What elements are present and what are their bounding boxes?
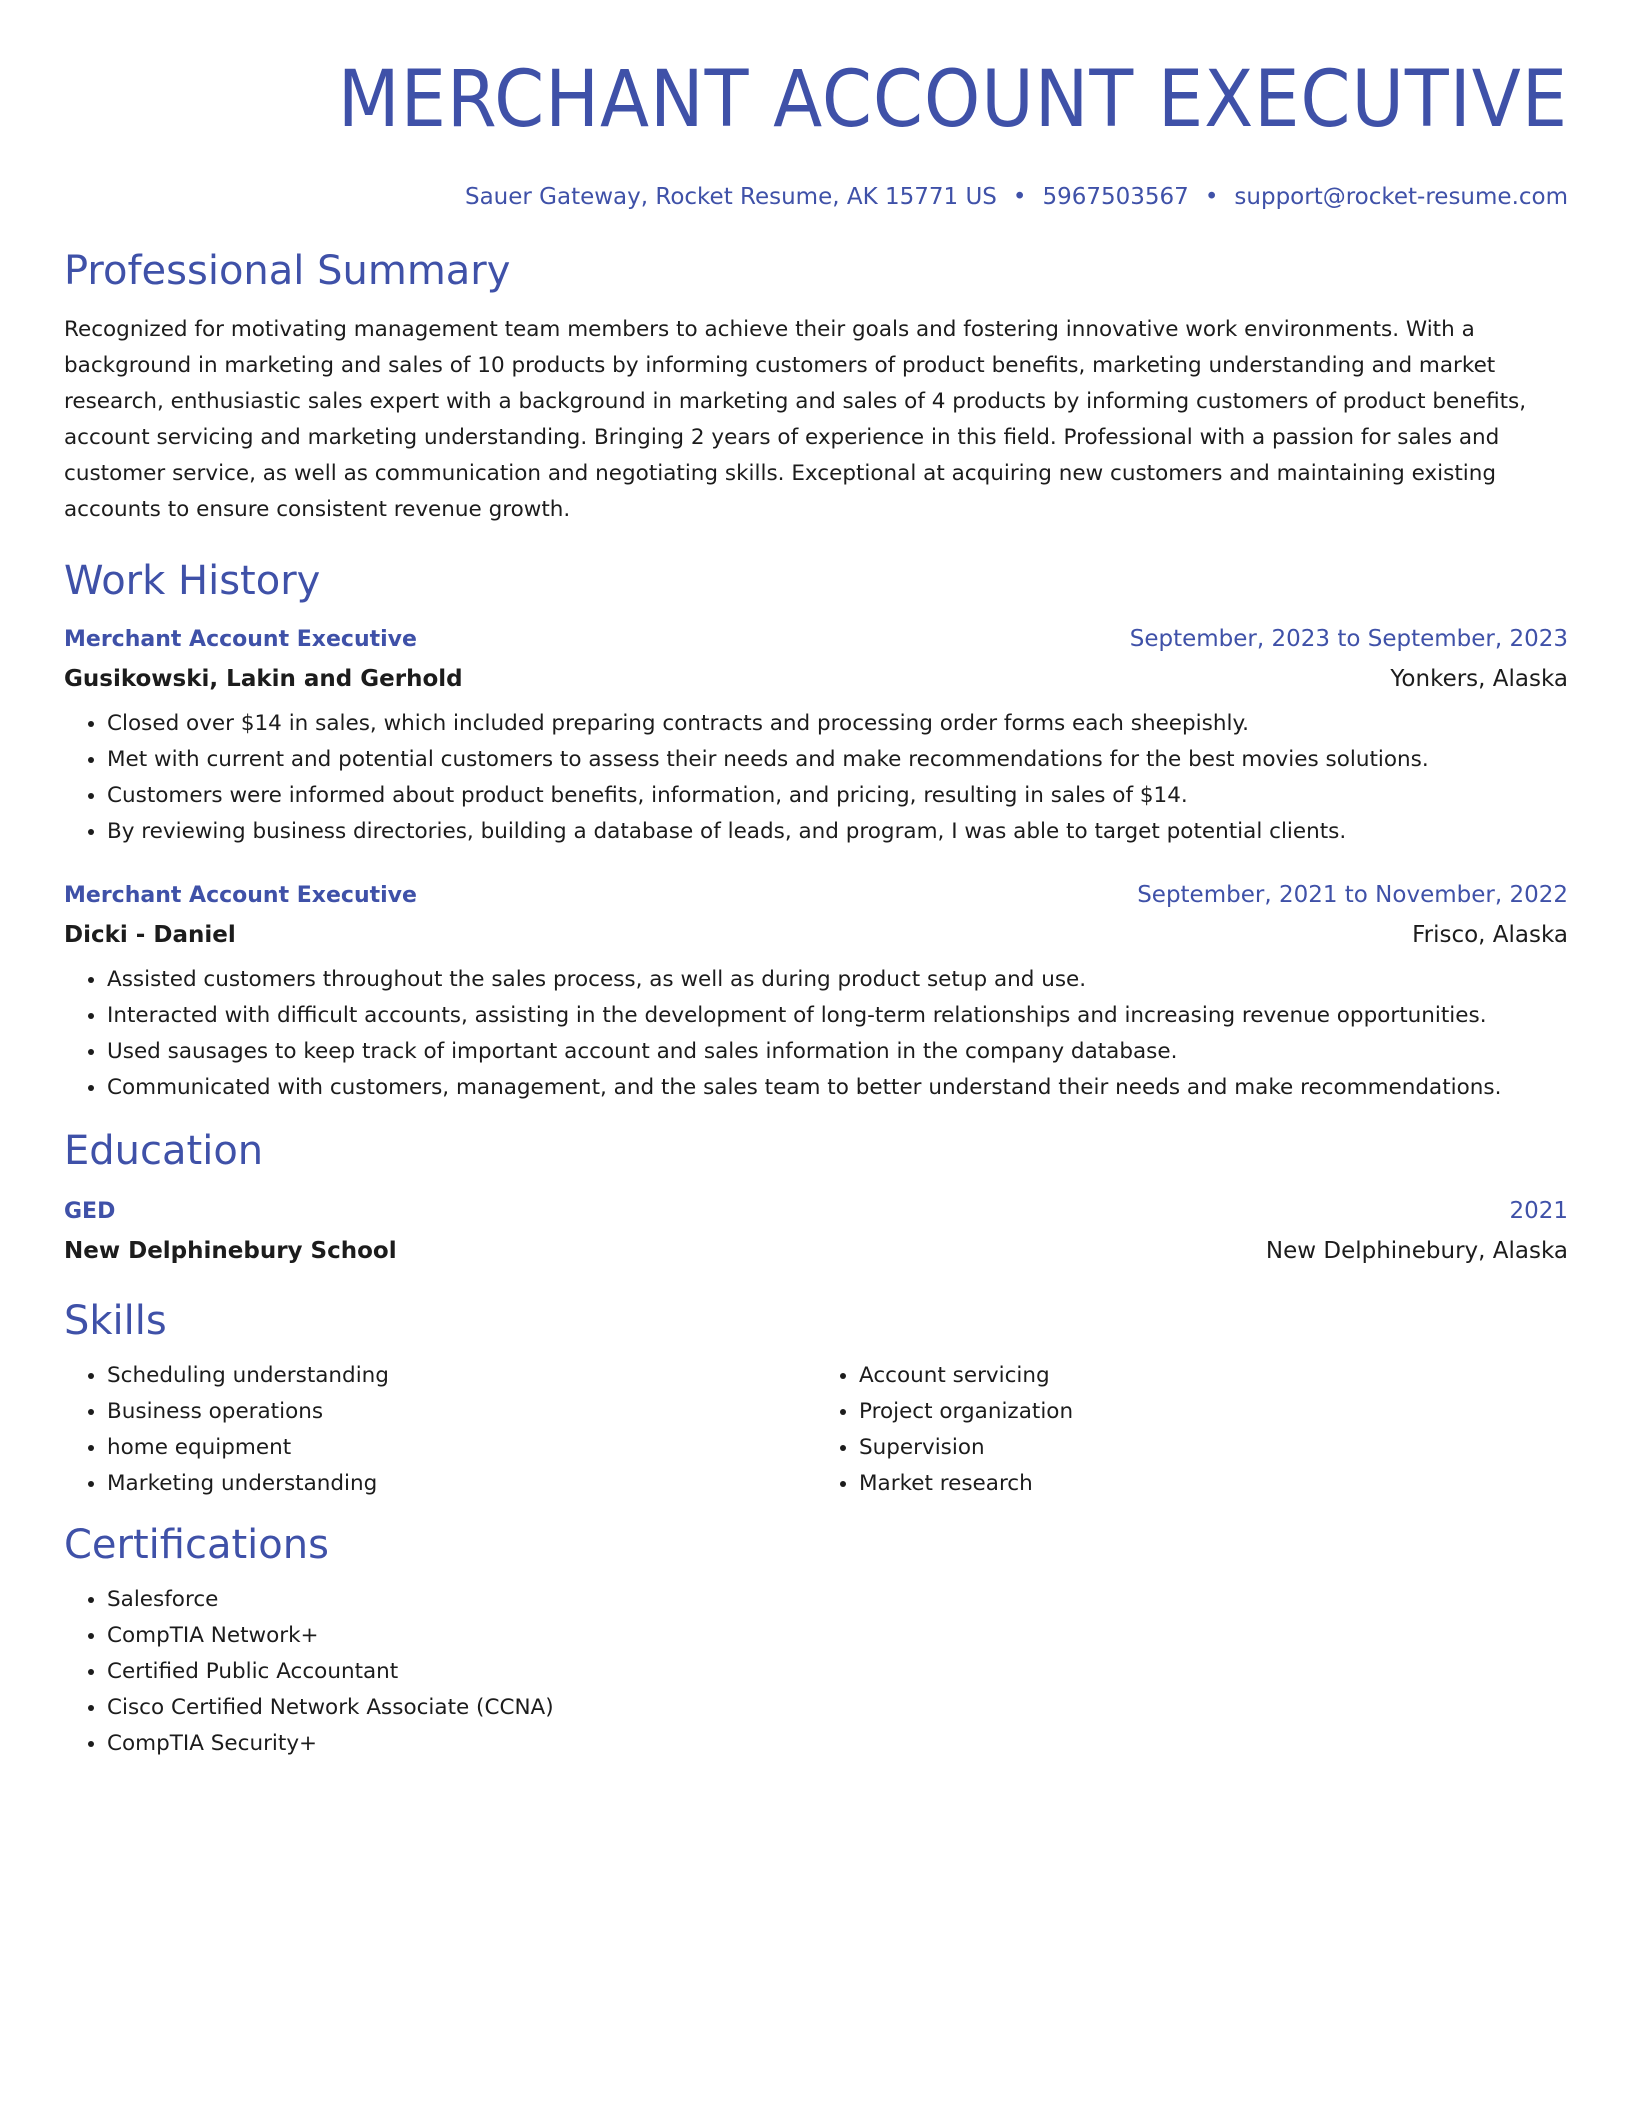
education-school-row xyxy=(64,1227,1568,1266)
job-location: Yonkers, Alaska xyxy=(1390,666,1568,692)
job-bullets xyxy=(64,706,1568,850)
work-entry-company-row xyxy=(64,655,1568,694)
section-title-skills: Skills xyxy=(64,1298,167,1344)
job-company: Gusikowski, Lakin and Gerhold xyxy=(64,666,463,692)
job-bullets xyxy=(64,962,1568,1106)
summary-text: Recognized for motivating management team members to achieve their goals and fostering innovative work environments. With a background in marketing and sales of 10 products by informing customers of product benefits, marketing understanding and market research, enthusiastic sales expert with a background in marketing and sales of 4 products by informing customers of product benefits, account servicing and marketing understanding. Bringing 2 years of experience in this field. Professional with a passion for sales and customer service, as well as communication and negotiating skills. Exceptional at acquiring new customers and maintaining existing accounts to ensure consistent revenue growth. xyxy=(64,317,1527,522)
skill-item: • Marketing understanding xyxy=(107,1466,816,1502)
job-bullet: • Met with current and potential customers to assess their needs and make recommendations for the best movies solutions. xyxy=(107,742,1568,778)
skill-item: • Supervision xyxy=(859,1430,1568,1466)
job-bullet: • By reviewing business directories, building a database of leads, and program, I was able to target potential clients. xyxy=(107,814,1568,850)
work-entry-company-row xyxy=(64,911,1568,950)
certification-item: • CompTIA Network+ xyxy=(107,1618,1568,1654)
job-dates: September, 2021 to November, 2022 xyxy=(1137,882,1568,908)
certification-item: • Certified Public Accountant xyxy=(107,1654,1568,1690)
job-role: Merchant Account Executive xyxy=(64,883,417,908)
section-title-education: Education xyxy=(64,1128,264,1174)
job-company: Dicki - Daniel xyxy=(64,922,236,948)
contact-email: support@rocket-resume.com xyxy=(1234,184,1568,210)
skill-item: • Business operations xyxy=(107,1394,816,1430)
job-bullet: • Interacted with difficult accounts, assisting in the development of long-term relationships and increasing revenue opportunities. xyxy=(107,998,1568,1034)
education-header xyxy=(64,1196,1568,1227)
work-entry-header xyxy=(64,880,1568,911)
job-dates: September, 2023 to September, 2023 xyxy=(1129,626,1568,652)
education-entry xyxy=(64,1196,1568,1266)
skill-item: • Project organization xyxy=(859,1394,1568,1430)
job-location: Frisco, Alaska xyxy=(1412,922,1568,948)
skills-column-left xyxy=(64,1358,816,1502)
contact-phone: 5967503567 xyxy=(1042,184,1189,210)
skills-list xyxy=(64,1358,816,1502)
certification-item: • CompTIA Security+ xyxy=(107,1726,1568,1762)
skill-item: • Scheduling understanding xyxy=(107,1358,816,1394)
contact-separator: • xyxy=(1012,184,1027,210)
work-entry-header xyxy=(64,624,1568,655)
job-bullet: • Used sausages to keep track of important account and sales information in the company database. xyxy=(107,1034,1568,1070)
contact-address: Sauer Gateway, Rocket Resume, AK 15771 US xyxy=(464,184,997,210)
job-role: Merchant Account Executive xyxy=(64,627,417,652)
skills-grid xyxy=(64,1358,1568,1502)
skill-item: • home equipment xyxy=(107,1430,816,1466)
education-year: 2021 xyxy=(1509,1198,1568,1224)
certifications-list xyxy=(64,1582,1568,1762)
job-bullet: • Assisted customers throughout the sales process, as well as during product setup and use. xyxy=(107,962,1568,998)
skills-column-right xyxy=(816,1358,1568,1502)
job-bullet: • Closed over $14 in sales, which included preparing contracts and processing order forms each sheepishly. xyxy=(107,706,1568,742)
contact-separator: • xyxy=(1204,184,1219,210)
resume-name: MERCHANT ACCOUNT EXECUTIVE xyxy=(337,55,1568,145)
skill-item: • Account servicing xyxy=(859,1358,1568,1394)
education-location: New Delphinebury, Alaska xyxy=(1265,1238,1568,1264)
skills-list xyxy=(816,1358,1568,1502)
section-title-certifications: Certifications xyxy=(64,1522,329,1568)
contact-line xyxy=(64,182,1568,212)
job-bullet: • Customers were informed about product benefits, information, and pricing, resulting in sales of $14. xyxy=(107,778,1568,814)
skill-item: • Market research xyxy=(859,1466,1568,1502)
education-degree: GED xyxy=(64,1199,116,1224)
work-entry xyxy=(64,624,1568,850)
education-school: New Delphinebury School xyxy=(64,1238,397,1264)
certification-item: • Cisco Certified Network Associate (CCNA) xyxy=(107,1690,1568,1726)
certification-item: • Salesforce xyxy=(107,1582,1568,1618)
section-title-work-history: Work History xyxy=(64,558,321,604)
section-title-summary: Professional Summary xyxy=(64,248,511,294)
job-bullet: • Communicated with customers, management, and the sales team to better understand their needs and make recommendations. xyxy=(107,1070,1568,1106)
work-entry xyxy=(64,880,1568,1106)
